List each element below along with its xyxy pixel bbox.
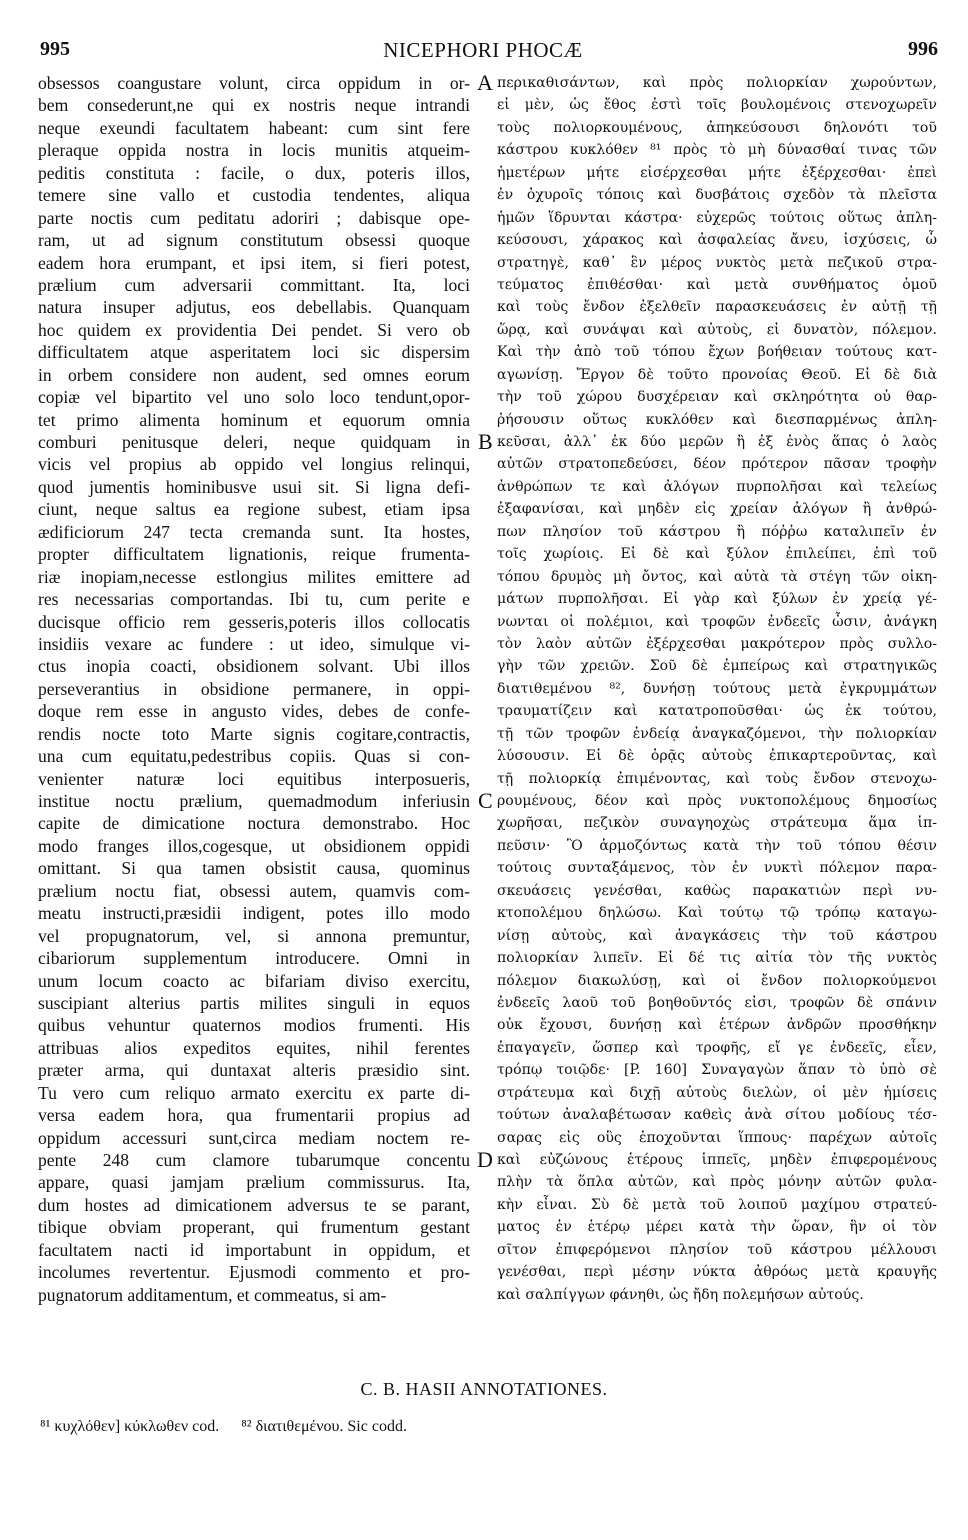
greek-text-line: τὴν τοῦ χώρου δυσχέρειαν καὶ σκληρότητα οὐ θαρ- xyxy=(497,389,937,406)
page-header xyxy=(28,38,938,68)
latin-text-line: hoc quidem ex providentia Dei pendet. Si vero ob xyxy=(38,319,470,340)
greek-text-line: ἡμῶν ἵδρυνται κάστρα· εὐχερῶς τούτοις οὕτως ἀπλη- xyxy=(497,209,937,226)
latin-text-line: quod jumentis hominibusve usui sit. Si ligna defi- xyxy=(38,476,470,497)
latin-text-line: bem consederunt,ne qui ex nostris neque intrandi xyxy=(38,95,470,116)
latin-text-line: propter difficultatem lignationis, reique frumenta- xyxy=(38,544,470,565)
greek-text-line: λύσουσιν. Εἰ δὲ ὁρᾷς αὐτοὺς ἐπικαρτεροῦντας, καὶ xyxy=(497,748,937,765)
latin-text-line: versa eadem hora, qua frumentarii propius ad xyxy=(38,1105,470,1126)
annotation-note: ⁸¹ κυχλόθεν] κύκλωθεν cod. xyxy=(40,1418,220,1435)
greek-text-line: τοῖς χωρίοις. Εἰ δὲ καὶ ξύλον ἐπιλείπει, ἐπὶ τοῦ xyxy=(497,546,937,563)
latin-text-line: eadem hora erumpant, et ipsi item, si fieri potest, xyxy=(38,252,470,273)
greek-text-line: ἐνδεεῖς λαοῦ τοῦ βοηθοῦντός εἰσι, τροφῶν δὲ σπάνιν xyxy=(497,994,937,1011)
greek-text-line: τῇ τῶν τροφῶν ἐνδείᾳ ἀναγκαζόμενοι, τὴν πολιορκίαν xyxy=(497,725,937,742)
greek-text-line: τούτων ἀναλαβέτωσαν καθεὶς ἀνὰ σίτου μοδίους τέσ- xyxy=(497,1107,937,1124)
latin-text-line: ctus inopia coacti, obsidionem solvant. Ubi illos xyxy=(38,656,470,677)
latin-text-line: prælium noctu fiat, obsessi autem, quamvis com- xyxy=(38,880,470,901)
greek-text-line: γενέσθαι, περὶ μέσην νύκτα ἀθρόως μετὰ κραυγῆς xyxy=(497,1264,937,1281)
greek-text-line: γὴν τῶν χρειῶν. Σοῦ δὲ ἐμπείρως καὶ στρατηγικῶς xyxy=(497,658,937,675)
latin-text-line: doque rem esse in angusto vides, debes de confe- xyxy=(38,701,470,722)
greek-text-line: καὶ εὐζώνους ἑτέρους ἱππεῖς, μηδὲν ἐπιφερομένους xyxy=(497,1152,937,1168)
latin-text-line: perseverantius in obsidione permanere, in oppi- xyxy=(38,678,470,699)
greek-text-line: κεύσουσι, χάρακος καὶ ἀσφαλείας ἄνευ, ἰσχύσεις, ὦ xyxy=(497,232,937,249)
greek-text-line: νίσῃ αὐτοὺς, καὶ ἀναγκάσεις τὴν τοῦ κάστρου xyxy=(497,927,937,944)
greek-text-line: νωνται οἱ πολέμιοι, καὶ τροφῶν ἐνδεεῖς ὦσιν, ἀνάγκη xyxy=(497,613,937,630)
latin-text-line: pente 248 cum clamore tubarumque concentu xyxy=(38,1150,470,1170)
latin-text-line: institue noctu prælium, quemadmodum inferiusin xyxy=(38,791,470,811)
latin-text-line: præter arma, qui duntaxat alteris præsidio sint. xyxy=(38,1060,470,1081)
latin-text-line: vel propugnatorum, vel, si annona premuntur, xyxy=(38,925,470,946)
latin-text-line: copiæ vel bipartito vel uno solo loco tendunt,opor- xyxy=(38,387,470,408)
latin-text-line: appare, quasi jamjam prælium commissurus. Ita, xyxy=(38,1172,470,1193)
page-number-right: 996 xyxy=(908,38,938,60)
latin-text-line: ducisque officio rem gesseris,poteris illos collocatis xyxy=(38,611,470,632)
latin-text-line: omittant. Si qua tamen obsistit causa, quominus xyxy=(38,858,470,879)
greek-text-line: κάστρου κυκλόθεν ⁸¹ πρὸς τὸ μὴ δύνασθαί τινας τῶν xyxy=(497,142,937,159)
greek-text-line: κὴν εἶναι. Σὺ δὲ μετὰ τοῦ λοιποῦ μαχίμου στρατεύ- xyxy=(497,1196,937,1213)
latin-text-line: Tu vero cum reliquo armato exercitu ex parte di- xyxy=(38,1082,470,1103)
greek-text-line: σῖτον ἐπιφερόμενοι πλησίον τοῦ κάστρου μέλλουσι xyxy=(497,1241,937,1258)
latin-text-line: venienter naturæ loci equitibus interposueris, xyxy=(38,768,470,789)
latin-text-line: pugnatorum additamentum, et commeatus, si am- xyxy=(38,1284,387,1305)
greek-text-line: πεῦσιν· Ὃ ἁρμοζόντως κατὰ τὴν τοῦ τόπου θέσιν xyxy=(497,837,937,854)
latin-text-line: attribuas alios expeditos equites, nihil ferentes xyxy=(38,1037,470,1058)
greek-text-line: τούτοις συνταξάμενος, τὸν ἐν νυκτὶ πόλεμον παρα- xyxy=(497,860,937,877)
latin-text-line: comburi penitusque deleri, neque quidquam in xyxy=(38,432,470,452)
greek-text-line: τρόπῳ τοιῷδε· [P. 160] Συναγαγὼν ἅπαν τὸ ὑπὸ σὲ xyxy=(497,1062,937,1079)
latin-text-line: capite de dimicatione noctura demonstrabo. Hoc xyxy=(38,813,470,834)
greek-text-line: αγωνίσῃ. Ἔργον δὲ τοῦτο προνοίας Θεοῦ. Εἰ δὲ διὰ xyxy=(497,366,937,383)
greek-text-line: τὸν λαὸν αὐτῶν ἐξέρχεσθαι μακρότερον πρὸς συλλο- xyxy=(497,635,937,652)
latin-text-line: tibique obviam properant, qui frumentum gestant xyxy=(38,1217,470,1238)
greek-text-line: πων πλησίον τοῦ κάστρου ἢ πόῤῥω καταλιπεῖν ἐν xyxy=(497,523,937,540)
greek-text-line: τῇ πολιορκίᾳ ἐπιμένοντας, καὶ τοὺς ἔνδον στενοχω- xyxy=(497,770,937,787)
greek-text-line: διατιθεμένου ⁸², δυνήσῃ τούτους μετὰ ἐγκρυμμάτων xyxy=(497,680,937,697)
greek-text-line: κεῦσαι, ἀλλ᾽ ἐκ δύο μερῶν ἢ ἐξ ἑνὸς ἅπας ὁ λαὸς xyxy=(497,434,937,450)
latin-text-line: una cum equitatu,pedestribus copiis. Quas si con- xyxy=(38,746,470,767)
greek-text-line: στράτευμα καὶ διχῇ αὐτοὺς διελὼν, οἱ μὲν ἡμίσεις xyxy=(497,1084,937,1101)
latin-text-line: dum hostes ad dimicationem adversus te se parant, xyxy=(38,1194,470,1215)
greek-text-line: σκευάσεις γενέσθαι, καθὼς παρακατιὼν περὶ νυ- xyxy=(497,882,937,899)
greek-text-line: οὐκ ἔχουσι, δυνήσῃ καὶ ἑτέρων ἀνδρῶν προσθήκην xyxy=(497,1017,937,1034)
margin-letter-a: A xyxy=(477,70,493,95)
greek-text-line: στρατηγὲ, καθ᾽ ἓν μέρος νυκτὸς μετὰ πεζικοῦ στρα- xyxy=(497,254,937,271)
latin-text-line: ædificiorum 247 tecta cremanda sunt. Ita hostes, xyxy=(38,521,470,542)
latin-text-line: temere sine vallo et custodia tendentes, aliqua xyxy=(38,185,470,206)
latin-column xyxy=(38,72,470,1306)
margin-letter-b: B xyxy=(478,429,493,454)
greek-text-line: καὶ τοὺς ἔνδον ἐξελθεῖν παρασκευάσεις ἐν αὐτῇ τῇ xyxy=(497,299,937,316)
greek-text-line: κτοπολέμου δηλώσω. Καὶ τούτῳ τῷ τρόπῳ καταγω- xyxy=(497,905,937,922)
latin-text-line: unum locum coacto ac bifariam diviso exercitu, xyxy=(38,970,470,991)
latin-text-line: oppidum accessuri sunt,circa mediam noctem re- xyxy=(38,1127,470,1148)
margin-letter-d: D xyxy=(477,1147,493,1172)
latin-text-line: in orbem considere non audent, sed omnes eorum xyxy=(38,364,470,385)
annotation-note: ⁸² διατιθεμένου. Sic codd. xyxy=(241,1418,407,1435)
running-title: NICEPHORI PHOCÆ xyxy=(383,38,583,62)
greek-text-line: Καὶ τὴν ἀπὸ τοῦ τόπου ἔχων βοήθειαν τούτους κατ- xyxy=(497,344,937,361)
latin-text-line: peditis constituta : facile, o dux, poteris illos, xyxy=(38,162,470,183)
page-number-left: 995 xyxy=(40,38,70,60)
latin-text-line: quibus vehuntur quaternos modios frumenti. His xyxy=(38,1015,470,1036)
latin-text-line: parte noctis cum peditatu adoriri ; dabisque ope- xyxy=(38,207,470,228)
latin-text-line: difficultatem atque asperitatem loci sic dispersim xyxy=(38,342,470,363)
latin-text-line: rendis nocte toto Marte signis cogitare,contractis, xyxy=(38,723,470,744)
latin-text-line: meatu instructi,præsidii indigent, potes illo modo xyxy=(38,903,470,924)
annotations-title: C. B. HASII ANNOTATIONES. xyxy=(360,1379,608,1399)
greek-text-line: ἐπαγαγεῖν, ὥσπερ καὶ τροφῆς, εἴ γε ἐνδεεῖς, εἶεν, xyxy=(497,1039,937,1056)
latin-text-line: natura insuper adjutus, eos debellabis. Quanquam xyxy=(38,297,470,318)
greek-text-line: ἐν ὀχυροῖς τόποις καὶ δυσβάτοις σχεδὸν τὰ πλεῖστα xyxy=(497,187,937,204)
greek-text-line: ρουμένους, δέον καὶ πρὸς νυκτοπολέμους δημοσίως xyxy=(497,793,937,809)
latin-text-line: modo franges illos,cogesque, ut obsidionem oppidi xyxy=(38,835,470,856)
latin-text-line: obsessos coangustare volunt, circa oppidum in or- xyxy=(38,73,470,93)
greek-text-line: περικαθισάντων, καὶ πρὸς πολιορκίαν χωρούντων, xyxy=(497,75,937,91)
greek-text-line: πλὴν τὰ ὅπλα αὐτῶν, καὶ πρὸς μόνην αὐτῶν φυλα- xyxy=(497,1174,937,1191)
greek-text-line: σαρας εἰς οὓς ἐποχοῦνται ἵππους· παρέχων αὐτοῖς xyxy=(497,1129,937,1146)
annotations-notes xyxy=(40,1418,425,1436)
greek-text-line: ἀνθρώπων τε καὶ ἀλόγων πυρπολῆσαι καὶ τελείως xyxy=(497,478,937,495)
latin-text-line: vicis vel propius ab oppido vel longius relinqui, xyxy=(38,454,470,475)
latin-text-line: ram, ut ad signum constitutum obsessi quoque xyxy=(38,230,470,251)
greek-text-line: πολιορκίαν λιπεῖν. Εἰ δέ τις αἰτία τὸν τῆς νυκτὸς xyxy=(497,950,937,967)
latin-text-line: incolumes revertentur. Ejusmodi commento et pro- xyxy=(38,1262,470,1283)
greek-text-line: ἡμετέρων μήτε εἰσέρχεσθαι μήτε ἐξέρχεσθαι· ἐπεὶ xyxy=(497,164,937,181)
latin-text-line: cibariorum supplementum introducere. Omni in xyxy=(38,948,470,969)
latin-text-line: suscipiant alterius partis milites singuli in equos xyxy=(38,992,470,1013)
greek-text-line: ῥήσουσιν οὕτως κυκλόθεν καὶ διεσπαρμένως ἀπλη- xyxy=(497,411,937,428)
greek-text-line: τεύματος ἐπιθέσθαι· καὶ μετὰ συνθήματος ὁμοῦ xyxy=(497,276,937,293)
latin-text-line: pleraque oppida nostra in locis munitis atqueim- xyxy=(38,140,470,161)
greek-text-line: καὶ σαλπίγγων φάνηθι, ὡς ἤδη πολεμήσων αὐτούς. xyxy=(497,1286,864,1303)
greek-text-line: πόλεμον διακωλύσῃ, καὶ οἱ ἔνδον πολιορκούμενοι xyxy=(497,972,937,989)
latin-text-line: ciunt, neque saltus ea regione subest, etiam ipsa xyxy=(38,499,470,520)
greek-text-line: τόπου δρυμὸς μὴ ὄντος, καὶ αὐτὰ τὰ στέγη τῶν οἰκη- xyxy=(497,568,937,585)
greek-text-line: μάτων πυρπολῆσαι. Εἰ γὰρ καὶ ξύλων ἐν χρείᾳ γέ- xyxy=(497,591,937,608)
latin-text-line: tet primo alimenta hominum et equorum omnia xyxy=(38,409,470,430)
latin-text-line: riæ inopiam,necesse estlongius milites emittere ad xyxy=(38,566,470,587)
latin-text-line: facultatem nacti id importabunt in oppidum, et xyxy=(38,1239,470,1260)
margin-letter-c: C xyxy=(478,788,493,813)
greek-text-line: αὐτῶν στρατοπεδεύσει, δέον πρότερον πᾶσαν τροφὴν xyxy=(497,456,937,473)
greek-text-line: ὥρᾳ, καὶ συνάψαι καὶ αὐτοὺς, εἰ δυνατὸν, πόλεμον. xyxy=(497,321,937,338)
latin-text-line: prælium cum adversarii committant. Ita, loci xyxy=(38,274,470,295)
greek-text-line: εἰ μὲν, ὡς ἔθος ἐστὶ τοῖς βουλομένοις στενοχωρεῖν xyxy=(497,97,937,114)
greek-text-line: τοὺς πολιορκουμένους, ἀπηκεύσουσι δηλονότι τοῦ xyxy=(497,119,937,136)
greek-text-line: τραυματίζειν καὶ κατατροποῦσθαι· ὡς ἐκ τούτου, xyxy=(497,703,937,720)
latin-text-line: neque exeundi facultatem habeant: cum sint fere xyxy=(38,117,470,138)
greek-text-line: χωρῆσαι, πεζικὸν συναγηοχὼς στράτευμα ἅμα ἱπ- xyxy=(497,815,937,832)
greek-text-line: ἐξαφανίσαι, καὶ μηδὲν εἰς χρείαν ἀλόγων ἢ ἀνθρώ- xyxy=(497,501,937,518)
latin-text-line: res necessarias comportandas. Ibi tu, cum perite e xyxy=(38,589,470,610)
greek-text-line: ματος ἐν ἑτέρῳ μέρει κατὰ τὴν ὥραν, ἣν οἱ τὸν xyxy=(497,1219,937,1236)
latin-text-line: insidiis vexare ac fundere : ut ideo, simulque vi- xyxy=(38,633,470,654)
greek-column xyxy=(497,72,937,1306)
